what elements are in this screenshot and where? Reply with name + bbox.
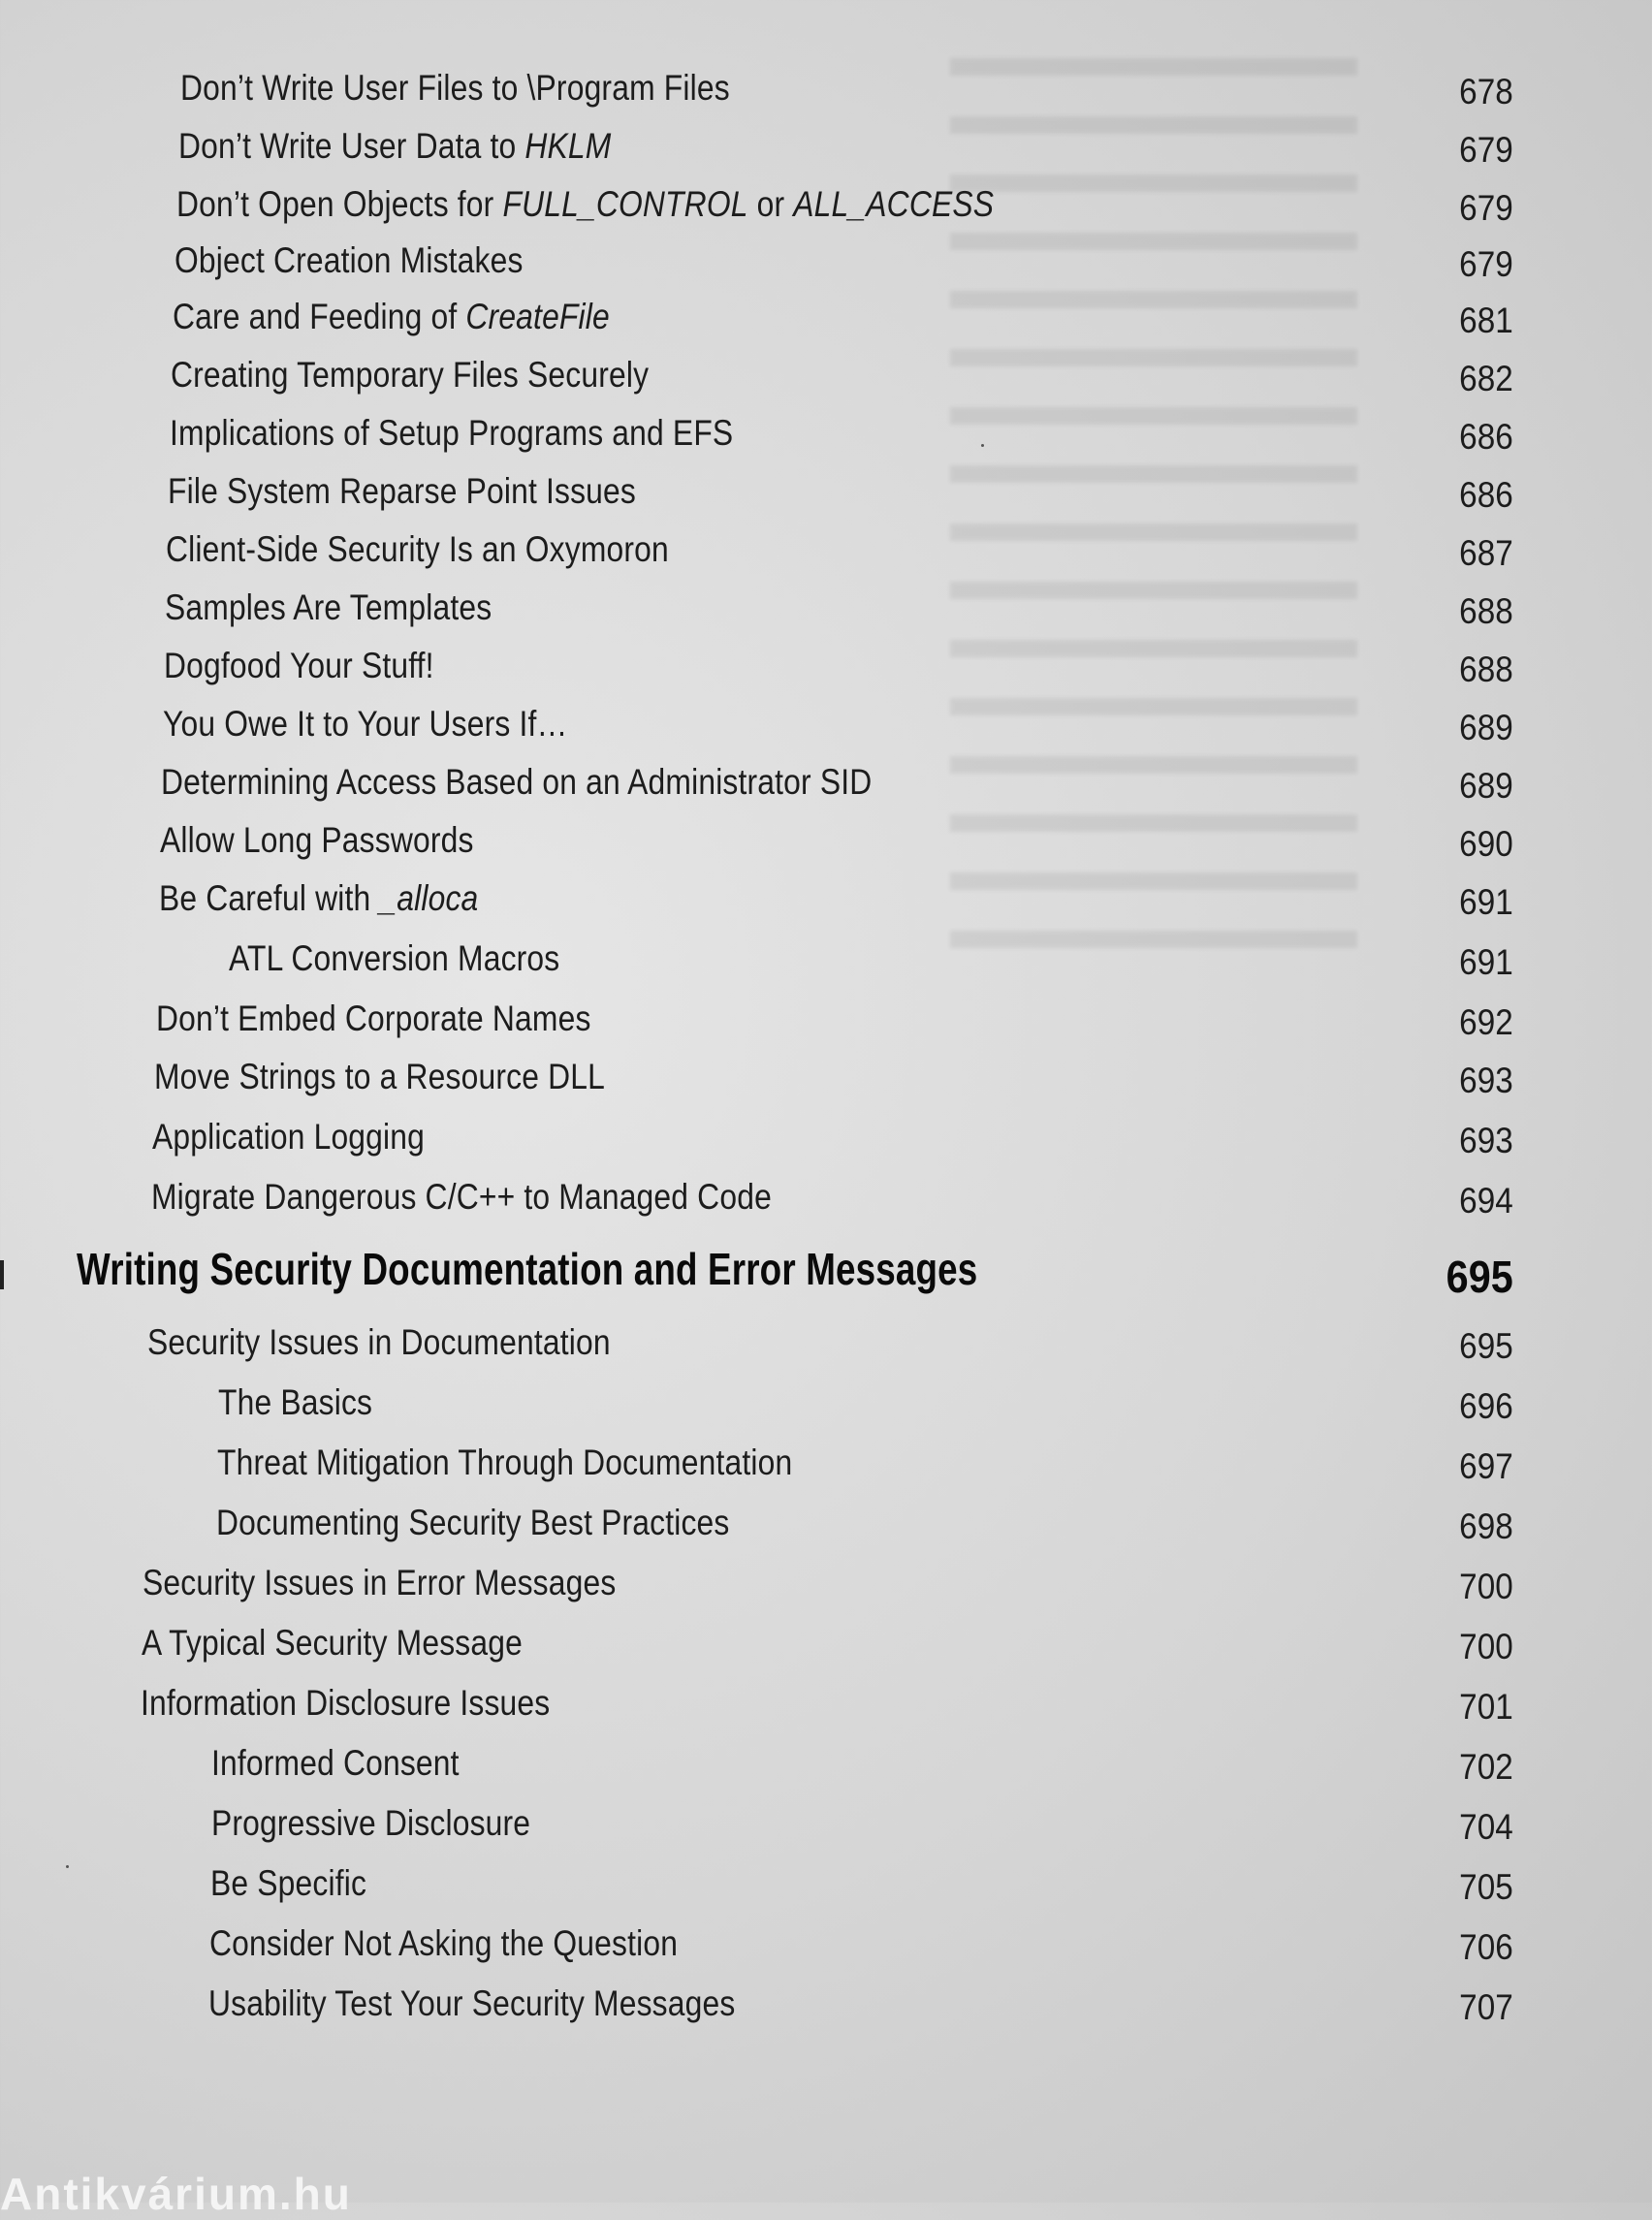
toc-entry-page: 700 xyxy=(1459,1567,1513,1606)
toc-entry xyxy=(0,126,1652,180)
toc-entry xyxy=(0,999,1652,1053)
toc-entry-title: Application Logging xyxy=(152,1117,426,1157)
toc-entry-title: Client-Side Security Is an Oxymoron xyxy=(166,529,669,569)
toc-entry-page: 690 xyxy=(1459,824,1513,864)
toc-entry-title: Samples Are Templates xyxy=(165,587,492,627)
toc-entry-page: 696 xyxy=(1459,1386,1513,1426)
chapter-page: 695 xyxy=(1446,1252,1513,1302)
toc-entry-title: Don’t Write User Files to \Program Files xyxy=(180,68,730,108)
toc-entry-page: 681 xyxy=(1459,301,1513,340)
toc-entry-page: 693 xyxy=(1459,1061,1513,1100)
toc-entry-page: 691 xyxy=(1459,882,1513,922)
toc-entry-page: 693 xyxy=(1459,1121,1513,1160)
toc-entry-title: Security Issues in Documentation xyxy=(147,1322,611,1362)
toc-entry-page: 682 xyxy=(1459,359,1513,398)
toc-entry-title: Dogfood Your Stuff! xyxy=(164,646,434,685)
toc-entry xyxy=(0,938,1652,993)
toc-entry-page: 695 xyxy=(1459,1326,1513,1366)
toc-entry xyxy=(0,1803,1652,1857)
toc-entry-page: 688 xyxy=(1459,591,1513,631)
toc-entry-title: Informed Consent xyxy=(211,1743,460,1783)
toc-entry-title: Determining Access Based on an Administrator SID xyxy=(161,762,873,802)
toc-entry xyxy=(0,1503,1652,1557)
toc-entry xyxy=(0,355,1652,409)
toc-entry-title: The Basics xyxy=(218,1382,373,1422)
toc-entry-page: 686 xyxy=(1459,475,1513,515)
toc-entry-page: 679 xyxy=(1459,130,1513,170)
toc-entry-page: 679 xyxy=(1459,188,1513,228)
print-speck xyxy=(981,444,984,447)
toc-entry xyxy=(0,240,1652,295)
toc-entry xyxy=(0,1623,1652,1677)
toc-entry xyxy=(0,1057,1652,1111)
toc-entry-title: Don’t Embed Corporate Names xyxy=(156,999,591,1038)
toc-entry-page: 697 xyxy=(1459,1446,1513,1486)
toc-entry-title: Be Careful with _alloca xyxy=(159,878,479,918)
toc-entry-page: 689 xyxy=(1459,708,1513,747)
toc-entry xyxy=(0,1177,1652,1231)
toc-entry-title: Move Strings to a Resource DLL xyxy=(154,1057,606,1096)
toc-entry xyxy=(0,704,1652,758)
toc-entry xyxy=(0,471,1652,525)
toc-entry-page: 705 xyxy=(1459,1867,1513,1907)
toc-entry-title: Information Disclosure Issues xyxy=(141,1683,551,1723)
toc-entry xyxy=(0,184,1652,238)
toc-entry-title: Creating Temporary Files Securely xyxy=(171,355,650,395)
toc-entry-title: Be Specific xyxy=(210,1863,367,1903)
toc-entry-title: Implications of Setup Programs and EFS xyxy=(170,413,734,453)
toc-entry-page: 678 xyxy=(1459,72,1513,111)
toc-entry-title: Documenting Security Best Practices xyxy=(216,1503,730,1542)
print-speck xyxy=(66,1865,69,1868)
toc-entry-page: 679 xyxy=(1459,244,1513,284)
toc-entry-title: Consider Not Asking the Question xyxy=(209,1923,679,1963)
toc-entry-title: Progressive Disclosure xyxy=(211,1803,531,1843)
watermark: Antikvárium.hu xyxy=(0,2169,352,2219)
toc-entry-title: A Typical Security Message xyxy=(142,1623,523,1663)
chapter-title: Writing Security Documentation and Error Messages xyxy=(77,1244,978,1294)
toc-entry xyxy=(0,1863,1652,1918)
toc-entry-title: File System Reparse Point Issues xyxy=(168,471,636,511)
toc-entry-page: 694 xyxy=(1459,1181,1513,1221)
toc-entry xyxy=(0,646,1652,700)
toc-entry-page: 687 xyxy=(1459,533,1513,573)
toc-entry-page: 706 xyxy=(1459,1927,1513,1967)
chapter-heading xyxy=(0,1243,1652,1311)
toc-entry-title: Allow Long Passwords xyxy=(160,820,474,860)
toc-entry-page: 689 xyxy=(1459,766,1513,806)
toc-entry xyxy=(0,1743,1652,1797)
toc-entry xyxy=(0,1382,1652,1437)
toc-entry xyxy=(0,587,1652,642)
toc-entry-page: 701 xyxy=(1459,1687,1513,1727)
toc-entry xyxy=(0,1923,1652,1978)
toc-entry-title: You Owe It to Your Users If… xyxy=(163,704,568,744)
toc-entry-page: 702 xyxy=(1459,1747,1513,1787)
toc-entry xyxy=(0,1563,1652,1617)
toc-entry-title: Object Creation Mistakes xyxy=(175,240,524,280)
toc-entry xyxy=(0,297,1652,351)
toc-entry-title: Care and Feeding of CreateFile xyxy=(173,297,610,336)
toc-entry xyxy=(0,762,1652,816)
toc-entry xyxy=(0,820,1652,874)
toc-entry-title: Usability Test Your Security Messages xyxy=(208,1983,736,2023)
toc-entry-title: Migrate Dangerous C/C++ to Managed Code xyxy=(151,1177,772,1217)
toc-entry xyxy=(0,529,1652,584)
toc-entry-page: 691 xyxy=(1459,942,1513,982)
toc-entry-page: 704 xyxy=(1459,1807,1513,1847)
toc-entry-title: Don’t Open Objects for FULL_CONTROL or ALL_ACCESS xyxy=(176,184,995,224)
toc-entry-title: ATL Conversion Macros xyxy=(229,938,560,978)
toc-entry-page: 692 xyxy=(1459,1002,1513,1042)
toc-entry-title: Threat Mitigation Through Documentation xyxy=(217,1443,793,1482)
toc-entry xyxy=(0,68,1652,122)
toc-entry-title: Don’t Write User Data to HKLM xyxy=(178,126,612,166)
toc-entry xyxy=(0,878,1652,933)
toc-entry-title: Security Issues in Error Messages xyxy=(143,1563,617,1602)
toc-entry-page: 700 xyxy=(1459,1627,1513,1666)
toc-entry xyxy=(0,1322,1652,1377)
toc-entry xyxy=(0,413,1652,467)
toc-entry-page: 707 xyxy=(1459,1987,1513,2027)
toc-entry xyxy=(0,1683,1652,1737)
toc-entry xyxy=(0,1443,1652,1497)
toc-entry xyxy=(0,1983,1652,2038)
toc-entry-page: 688 xyxy=(1459,650,1513,689)
toc-entry xyxy=(0,1117,1652,1171)
toc-entry-page: 698 xyxy=(1459,1506,1513,1546)
toc-entry-page: 686 xyxy=(1459,417,1513,457)
